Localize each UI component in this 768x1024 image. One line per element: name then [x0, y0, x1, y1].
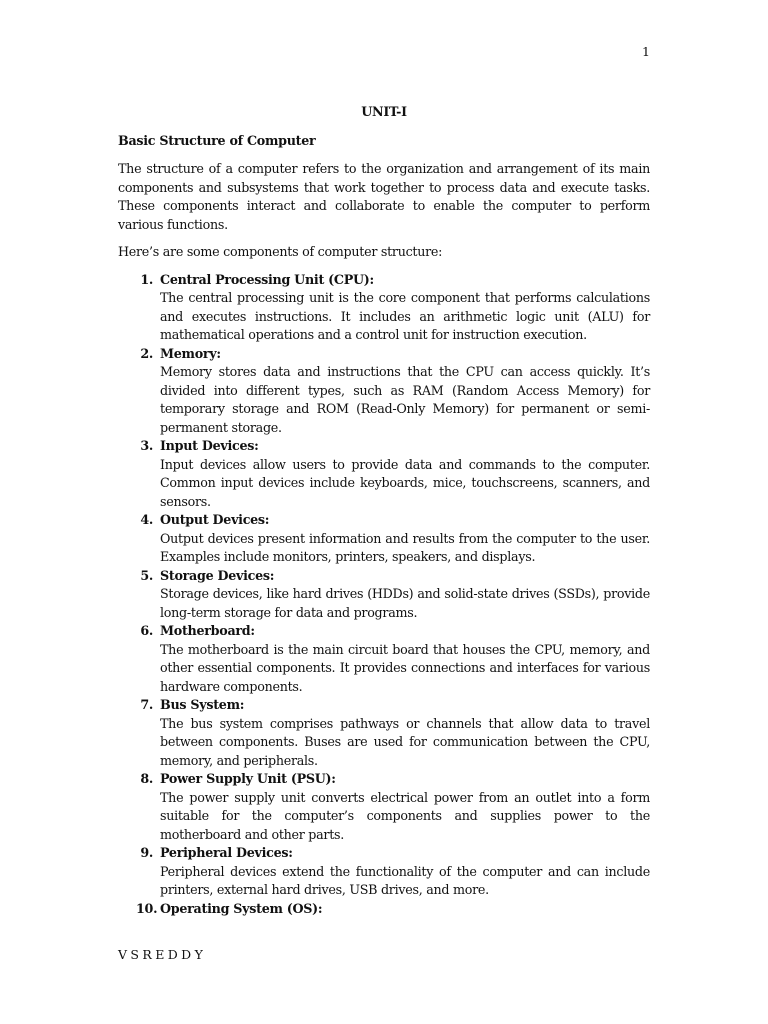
list-item-description: Output devices present information and results from the computer to the user. Examples include monitors, printers, speakers, and displays. — [160, 530, 650, 564]
list-item-description: The central processing unit is the core component that performs calculations and executes instructions. It includes an arithmetic logic unit (ALU) for mathematical operations and a control unit for instruction execution. — [160, 290, 650, 342]
list-item-number: 7. — [140, 697, 153, 712]
list-intro: Here’s are some components of computer structure: — [118, 244, 443, 259]
list-item-number: 1. — [140, 271, 153, 287]
list-item-number: 10. — [136, 900, 158, 916]
list-item-description: The power supply unit converts electrical power from an outlet into a form suitable for the computer’s components and supplies power to the motherboard and other parts. — [160, 789, 650, 842]
list-item-title: Central Processing Unit (CPU): — [160, 271, 374, 287]
list-item-title: Input Devices: — [160, 438, 259, 453]
list-item-title: Memory: — [160, 345, 221, 361]
list-item — [118, 567, 650, 623]
list-item-title: Peripheral Devices: — [160, 845, 293, 860]
footer-author: VSREDDY — [118, 947, 207, 962]
list-item-title: Motherboard: — [160, 623, 255, 638]
unit-title: UNIT-I — [361, 104, 407, 119]
list-item-number: 6. — [140, 623, 153, 638]
list-item-description: Peripheral devices extend the functionality of the computer and can include printers, external hard drives, USB drives, and more. — [160, 863, 650, 897]
list-item-number: 2. — [140, 345, 153, 361]
list-item — [118, 900, 650, 919]
list-item-number: 4. — [140, 512, 153, 527]
list-item-title: Output Devices: — [160, 512, 270, 527]
list-item-description: Memory stores data and instructions that the CPU can access quickly. It’s divided into different types, such as RAM (Random Access Memory) for temporary storage and ROM (Read-Only Memory) for permanent or semi-permanent storage. — [160, 364, 650, 435]
intro-paragraph: The structure of a computer refers to the organization and arrangement of its main components and subsystems that work together to process data and execute tasks. These components interact and collaborate to enable the computer to perform various functions. — [118, 161, 650, 232]
list-item-title: Storage Devices: — [160, 567, 275, 583]
list-item — [118, 345, 650, 438]
list-item-number: 9. — [140, 845, 153, 860]
list-item-title: Power Supply Unit (PSU): — [160, 771, 336, 786]
list-item-number: 8. — [140, 771, 153, 786]
list-item-number: 5. — [140, 567, 153, 583]
list-item — [118, 696, 650, 770]
list-item-number: 3. — [140, 438, 153, 453]
list-item — [118, 437, 650, 511]
page-number: 1 — [642, 44, 650, 59]
list-item — [118, 511, 650, 567]
component-list — [118, 271, 650, 919]
list-item-description: Input devices allow users to provide data and commands to the computer. Common input devices include keyboards, mice, touchscreens, scanners, and sensors. — [160, 456, 650, 509]
list-item-description: Storage devices, like hard drives (HDDs) and solid-state drives (SSDs), provide long-term storage for data and programs. — [160, 586, 650, 620]
section-title: Basic Structure of Computer — [118, 132, 316, 148]
document-body — [118, 103, 650, 918]
list-item-title: Operating System (OS): — [160, 900, 323, 916]
list-item — [118, 622, 650, 696]
list-item — [118, 271, 650, 345]
list-item — [118, 770, 650, 844]
list-item-title: Bus System: — [160, 697, 245, 712]
list-item-description: The motherboard is the main circuit board that houses the CPU, memory, and other essential components. It provides connections and interfaces for various hardware components. — [160, 641, 650, 694]
list-item — [118, 844, 650, 900]
list-item-description: The bus system comprises pathways or channels that allow data to travel between components. Buses are used for communication between the CPU, memory, and peripherals. — [160, 715, 650, 768]
